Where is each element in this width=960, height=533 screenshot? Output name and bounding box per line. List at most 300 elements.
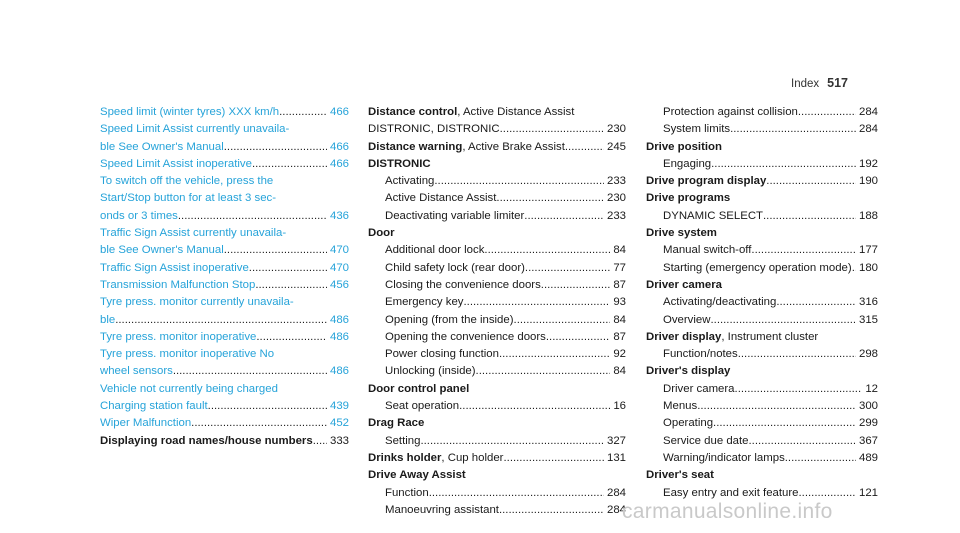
dot-leader xyxy=(751,242,856,259)
page-reference: 456 xyxy=(329,278,349,291)
page-reference: 230 xyxy=(606,192,626,205)
entry-keyword: Driver's seat xyxy=(646,469,714,482)
index-entry xyxy=(368,121,626,138)
entry-label xyxy=(100,329,256,346)
entry-label xyxy=(663,312,710,329)
index-entry xyxy=(646,208,878,225)
dot-leader xyxy=(115,312,327,329)
index-entry[interactable] xyxy=(100,277,349,294)
page-reference: 188 xyxy=(858,209,878,222)
entry-label xyxy=(100,363,173,380)
entry-keyword: Distance warning xyxy=(368,140,463,153)
page-reference: 16 xyxy=(613,400,626,413)
entry-label xyxy=(100,208,178,225)
entry-label xyxy=(646,141,722,153)
entry-label xyxy=(646,227,717,239)
entry-label xyxy=(368,469,466,481)
entry-label xyxy=(663,121,730,138)
entry-label xyxy=(646,331,818,343)
index-entry xyxy=(646,294,878,311)
index-entry xyxy=(368,467,626,484)
page-reference: 470 xyxy=(329,261,349,274)
entry-label xyxy=(663,415,713,432)
dot-leader xyxy=(496,190,604,207)
entry-label xyxy=(100,260,249,277)
entry-text: Activating/deactivating xyxy=(663,296,777,309)
dot-leader xyxy=(313,433,327,450)
dot-leader xyxy=(499,346,610,363)
entry-keyword: Drive position xyxy=(646,140,722,153)
entry-text: Traffic Sign Assist inoperative xyxy=(100,261,249,274)
index-entry[interactable] xyxy=(100,242,349,259)
index-entry[interactable] xyxy=(100,104,349,121)
entry-label xyxy=(385,433,420,450)
entry-text: Protection against collision xyxy=(663,106,798,118)
entry-text: Driver camera xyxy=(663,382,735,395)
entry-label xyxy=(368,417,424,429)
entry-text: Manoeuvring assistant xyxy=(385,503,499,516)
index-entry xyxy=(368,277,626,294)
entry-label xyxy=(663,260,852,277)
index-entry xyxy=(646,173,878,190)
entry-label xyxy=(385,329,546,346)
page-reference: 284 xyxy=(858,123,878,136)
entry-text: Overview xyxy=(663,313,711,326)
page-reference: 316 xyxy=(858,296,878,309)
dot-leader xyxy=(503,450,604,467)
index-entry xyxy=(368,415,626,432)
index-entry[interactable] xyxy=(100,121,349,138)
index-entry xyxy=(368,485,626,502)
dot-leader xyxy=(464,294,611,311)
page-reference: 84 xyxy=(613,244,626,257)
entry-keyword: Drinks holder xyxy=(368,451,442,464)
entry-text: Closing the convenience doors xyxy=(385,278,541,291)
entry-label xyxy=(663,104,798,121)
entry-text: , Active Brake Assist xyxy=(462,140,565,153)
dot-leader xyxy=(178,208,327,225)
index-entry xyxy=(368,225,626,242)
entry-label xyxy=(100,104,279,121)
entry-label xyxy=(368,106,574,118)
dot-leader xyxy=(785,450,856,467)
index-entry xyxy=(368,242,626,259)
dot-leader xyxy=(763,208,856,225)
index-entry xyxy=(368,294,626,311)
index-entry xyxy=(368,450,626,467)
dot-leader xyxy=(766,173,856,190)
dot-leader xyxy=(541,277,611,294)
page-reference: 233 xyxy=(606,209,626,222)
index-entry xyxy=(646,225,878,242)
page-reference: 284 xyxy=(606,503,626,516)
entry-text: Tyre press. monitor inoperative No xyxy=(100,348,275,361)
entry-label xyxy=(100,277,255,294)
watermark: carmanualsonline.info xyxy=(622,500,833,523)
dot-leader xyxy=(711,156,856,173)
entry-label xyxy=(100,383,278,395)
entry-label xyxy=(100,312,115,329)
entry-text: Operating xyxy=(663,417,714,430)
entry-keyword: Drag Race xyxy=(368,417,425,430)
index-entry xyxy=(368,363,626,380)
index-entry xyxy=(646,242,878,259)
entry-keyword: Driver display xyxy=(646,330,722,343)
entry-text: Traffic Sign Assist currently unavaila- xyxy=(100,227,287,240)
page-reference: 327 xyxy=(606,434,626,447)
page-reference: 87 xyxy=(613,330,626,343)
page-reference: 486 xyxy=(329,313,349,326)
entry-label xyxy=(100,398,208,415)
index-entry xyxy=(368,312,626,329)
page-reference: 93 xyxy=(613,296,626,309)
dot-leader xyxy=(191,415,327,432)
entry-label xyxy=(368,227,395,239)
index-entry[interactable] xyxy=(100,329,349,346)
entry-text: Deactivating variable limiter xyxy=(385,209,525,222)
entry-text: DYNAMIC SELECT xyxy=(663,209,764,222)
entry-label xyxy=(100,242,224,259)
entry-text: Setting xyxy=(385,434,421,447)
index-entry xyxy=(646,467,878,484)
dot-leader xyxy=(208,398,327,415)
entry-label xyxy=(385,173,434,190)
entry-label xyxy=(385,398,459,415)
page-reference: 121 xyxy=(858,486,878,499)
dot-leader xyxy=(224,242,327,259)
page-reference: 84 xyxy=(613,313,626,326)
entry-keyword: Displaying road names/house numbers xyxy=(100,434,313,447)
entry-label xyxy=(385,277,541,294)
index-entry xyxy=(368,346,626,363)
page-number: 517 xyxy=(827,76,848,90)
index-entry xyxy=(646,139,878,156)
entry-text: , Instrument cluster xyxy=(721,330,819,343)
index-entry xyxy=(368,139,626,156)
page-reference: 298 xyxy=(858,348,878,361)
index-entry[interactable] xyxy=(100,190,349,207)
entry-text: Active Distance Assist xyxy=(385,192,497,205)
index-entry[interactable] xyxy=(100,363,349,380)
dot-leader xyxy=(459,398,610,415)
entry-label xyxy=(100,139,224,156)
entry-text: Function xyxy=(385,486,429,499)
index-entry xyxy=(646,363,878,380)
entry-label xyxy=(385,502,499,519)
entry-text: Start/Stop button for at least 3 sec- xyxy=(100,192,277,205)
entry-label xyxy=(385,242,484,259)
entry-label xyxy=(646,469,714,481)
entry-label xyxy=(385,294,464,311)
entry-label xyxy=(663,208,763,225)
dot-leader xyxy=(252,156,327,173)
dot-leader xyxy=(434,173,604,190)
entry-label xyxy=(663,346,738,363)
entry-text: Tyre press. monitor currently unavaila- xyxy=(100,296,294,309)
index-entry xyxy=(646,346,878,363)
entry-text: , Cup holder xyxy=(441,451,504,464)
entry-keyword: Door xyxy=(368,227,395,240)
page-reference: 177 xyxy=(858,244,878,257)
entry-label xyxy=(100,175,273,187)
index-entry xyxy=(646,415,878,432)
index-entry[interactable] xyxy=(100,139,349,156)
index-entry xyxy=(368,502,626,519)
index-entry xyxy=(368,398,626,415)
index-entry[interactable] xyxy=(100,156,349,173)
index-entry[interactable] xyxy=(100,294,349,311)
index-entry[interactable] xyxy=(100,312,349,329)
index-entry xyxy=(368,329,626,346)
entry-keyword: Drive system xyxy=(646,227,717,240)
entry-text: Unlocking (inside) xyxy=(385,365,476,378)
dot-leader xyxy=(224,139,327,156)
entry-label xyxy=(368,383,469,395)
entry-text: wheel sensors xyxy=(100,365,173,378)
index-entry xyxy=(368,208,626,225)
entry-label xyxy=(100,296,294,308)
entry-label xyxy=(385,260,525,277)
index-entry xyxy=(646,398,878,415)
dot-leader xyxy=(429,485,604,502)
index-entry xyxy=(646,190,878,207)
entry-text: Emergency key xyxy=(385,296,464,309)
entry-text: , Active Distance Assist xyxy=(457,106,575,118)
index-entry[interactable] xyxy=(100,225,349,242)
dot-leader xyxy=(255,277,327,294)
entry-text: Speed limit (winter tyres) XXX km/h xyxy=(100,106,280,118)
page-reference: 233 xyxy=(606,175,626,188)
entry-label xyxy=(368,121,500,138)
entry-label xyxy=(368,450,503,467)
page-reference: 192 xyxy=(858,157,878,170)
entry-label xyxy=(663,450,785,467)
dot-leader xyxy=(514,312,611,329)
page-reference: 439 xyxy=(329,400,349,413)
entry-label xyxy=(646,192,730,204)
entry-label xyxy=(385,190,496,207)
entry-text: Function/notes xyxy=(663,348,738,361)
dot-leader xyxy=(499,502,604,519)
page-header xyxy=(791,76,848,90)
entry-text: DISTRONIC, DISTRONIC xyxy=(368,123,500,136)
index-entry[interactable] xyxy=(100,346,349,363)
dot-leader xyxy=(524,208,604,225)
index-entry xyxy=(368,433,626,450)
page-reference: 300 xyxy=(858,400,878,413)
index-entry xyxy=(646,156,878,173)
entry-label xyxy=(385,312,514,329)
entry-text: Transmission Malfunction Stop xyxy=(100,278,256,291)
index-column-1 xyxy=(100,104,349,450)
dot-leader xyxy=(546,329,610,346)
entry-text: Additional door lock xyxy=(385,244,485,257)
dot-leader xyxy=(484,242,610,259)
page-reference: 245 xyxy=(606,140,626,153)
entry-label xyxy=(385,485,429,502)
dot-leader xyxy=(798,104,856,121)
dot-leader xyxy=(730,121,856,138)
dot-leader xyxy=(476,363,611,380)
index-entry xyxy=(368,381,626,398)
page-reference: 12 xyxy=(865,382,878,395)
index-entry[interactable] xyxy=(100,208,349,225)
dot-leader xyxy=(420,433,604,450)
index-entry xyxy=(646,104,878,121)
index-entry xyxy=(368,190,626,207)
dot-leader xyxy=(500,121,604,138)
page-reference: 84 xyxy=(613,365,626,378)
entry-text: Charging station fault xyxy=(100,400,208,413)
index-entry xyxy=(646,329,878,346)
dot-leader xyxy=(565,139,604,156)
index-entry[interactable] xyxy=(100,415,349,432)
entry-label xyxy=(385,208,524,225)
entry-text: Speed Limit Assist inoperative xyxy=(100,157,252,170)
entry-text: To switch off the vehicle, press the xyxy=(100,175,274,188)
entry-text: Warning/indicator lamps xyxy=(663,451,785,464)
page-reference: 87 xyxy=(613,278,626,291)
entry-text: Speed Limit Assist currently unavaila- xyxy=(100,123,290,136)
index-entry xyxy=(368,104,626,121)
entry-text: Service due date xyxy=(663,434,749,447)
page-reference: 284 xyxy=(606,486,626,499)
entry-text: ble See Owner's Manual xyxy=(100,244,224,257)
entry-label xyxy=(663,433,749,450)
dot-leader xyxy=(173,363,327,380)
entry-label xyxy=(368,139,565,156)
entry-text: Seat operation xyxy=(385,400,460,413)
page-reference: 466 xyxy=(329,140,349,153)
entry-label xyxy=(646,173,766,190)
dot-leader xyxy=(713,415,856,432)
entry-keyword: Drive programs xyxy=(646,192,731,205)
dot-leader xyxy=(249,260,327,277)
dot-leader xyxy=(749,433,856,450)
page-reference: 486 xyxy=(329,365,349,378)
index-entry xyxy=(368,173,626,190)
entry-keyword: Door control panel xyxy=(368,382,470,395)
index-entry xyxy=(646,433,878,450)
index-entry xyxy=(646,277,878,294)
page-reference: 92 xyxy=(613,348,626,361)
entry-keyword: Driver's display xyxy=(646,365,731,378)
entry-label xyxy=(663,242,751,259)
entry-label xyxy=(663,294,776,311)
page-reference: 367 xyxy=(858,434,878,447)
page-reference: 452 xyxy=(329,417,349,430)
entry-label xyxy=(100,227,286,239)
dot-leader xyxy=(710,312,856,329)
entry-label xyxy=(663,398,697,415)
entry-keyword: Drive Away Assist xyxy=(368,469,466,482)
index-entry xyxy=(646,260,878,277)
entry-text: Tyre press. monitor inoperative xyxy=(100,330,257,343)
page-reference: 466 xyxy=(329,106,349,118)
entry-text: Vehicle not currently being charged xyxy=(100,382,278,395)
index-entry xyxy=(646,121,878,138)
dot-leader xyxy=(776,294,856,311)
dot-leader xyxy=(738,346,856,363)
entry-text: ble xyxy=(100,313,116,326)
entry-label xyxy=(100,156,252,173)
entry-text: Opening the convenience doors xyxy=(385,330,546,343)
page-reference: 131 xyxy=(606,451,626,464)
index-entry[interactable] xyxy=(100,260,349,277)
index-entry xyxy=(646,312,878,329)
entry-text: Power closing function xyxy=(385,348,499,361)
entry-text: Child safety lock (rear door) xyxy=(385,261,525,274)
entry-keyword: Drive program display xyxy=(646,175,767,188)
entry-text: Activating xyxy=(385,175,435,188)
entry-label xyxy=(385,346,499,363)
page-reference: 284 xyxy=(858,106,878,118)
page-reference: 230 xyxy=(606,123,626,136)
entry-text: Engaging xyxy=(663,157,712,170)
page-reference: 299 xyxy=(858,417,878,430)
entry-label xyxy=(100,123,289,135)
page-reference: 486 xyxy=(329,330,349,343)
index-entry[interactable] xyxy=(100,173,349,190)
index-entry xyxy=(368,260,626,277)
index-entry xyxy=(100,433,349,450)
index-entry[interactable] xyxy=(100,381,349,398)
entry-label xyxy=(663,381,735,398)
index-entry[interactable] xyxy=(100,398,349,415)
page-reference: 466 xyxy=(329,157,349,170)
entry-text: ble See Owner's Manual xyxy=(100,140,224,153)
entry-keyword: Distance control xyxy=(368,106,458,118)
entry-keyword: DISTRONIC xyxy=(368,157,431,170)
page-reference: 190 xyxy=(858,175,878,188)
entry-text: onds or 3 times xyxy=(100,209,178,222)
dot-leader xyxy=(279,104,327,121)
section-label: Index xyxy=(791,78,820,90)
index-entry xyxy=(646,381,878,398)
page-reference: 489 xyxy=(858,451,878,464)
entry-text: System limits xyxy=(663,123,731,136)
entry-label xyxy=(368,158,431,170)
page-reference: 333 xyxy=(329,434,349,447)
dot-leader xyxy=(256,329,327,346)
page-reference: 470 xyxy=(329,244,349,257)
entry-text: Easy entry and exit feature xyxy=(663,486,799,499)
entry-text: Starting (emergency operation mode) xyxy=(663,261,852,274)
entry-label xyxy=(663,156,711,173)
dot-leader xyxy=(525,260,610,277)
entry-label xyxy=(385,363,476,380)
entry-text: Menus xyxy=(663,400,698,413)
index-column-3 xyxy=(646,104,878,502)
entry-text: Wiper Malfunction xyxy=(100,417,192,430)
entry-label xyxy=(100,415,191,432)
index-column-2 xyxy=(368,104,626,519)
entry-keyword: Driver camera xyxy=(646,278,722,291)
index-entry xyxy=(368,156,626,173)
index-entry xyxy=(646,450,878,467)
dot-leader xyxy=(697,398,856,415)
entry-label xyxy=(100,433,313,450)
page-reference: 77 xyxy=(613,261,626,274)
entry-text: Manual switch-off xyxy=(663,244,752,257)
page-reference: 315 xyxy=(858,313,878,326)
page-reference: 180 xyxy=(858,261,878,274)
page-reference: 436 xyxy=(329,209,349,222)
entry-label xyxy=(100,348,274,360)
entry-label xyxy=(646,365,730,377)
entry-label xyxy=(646,279,722,291)
dot-leader xyxy=(735,381,863,398)
